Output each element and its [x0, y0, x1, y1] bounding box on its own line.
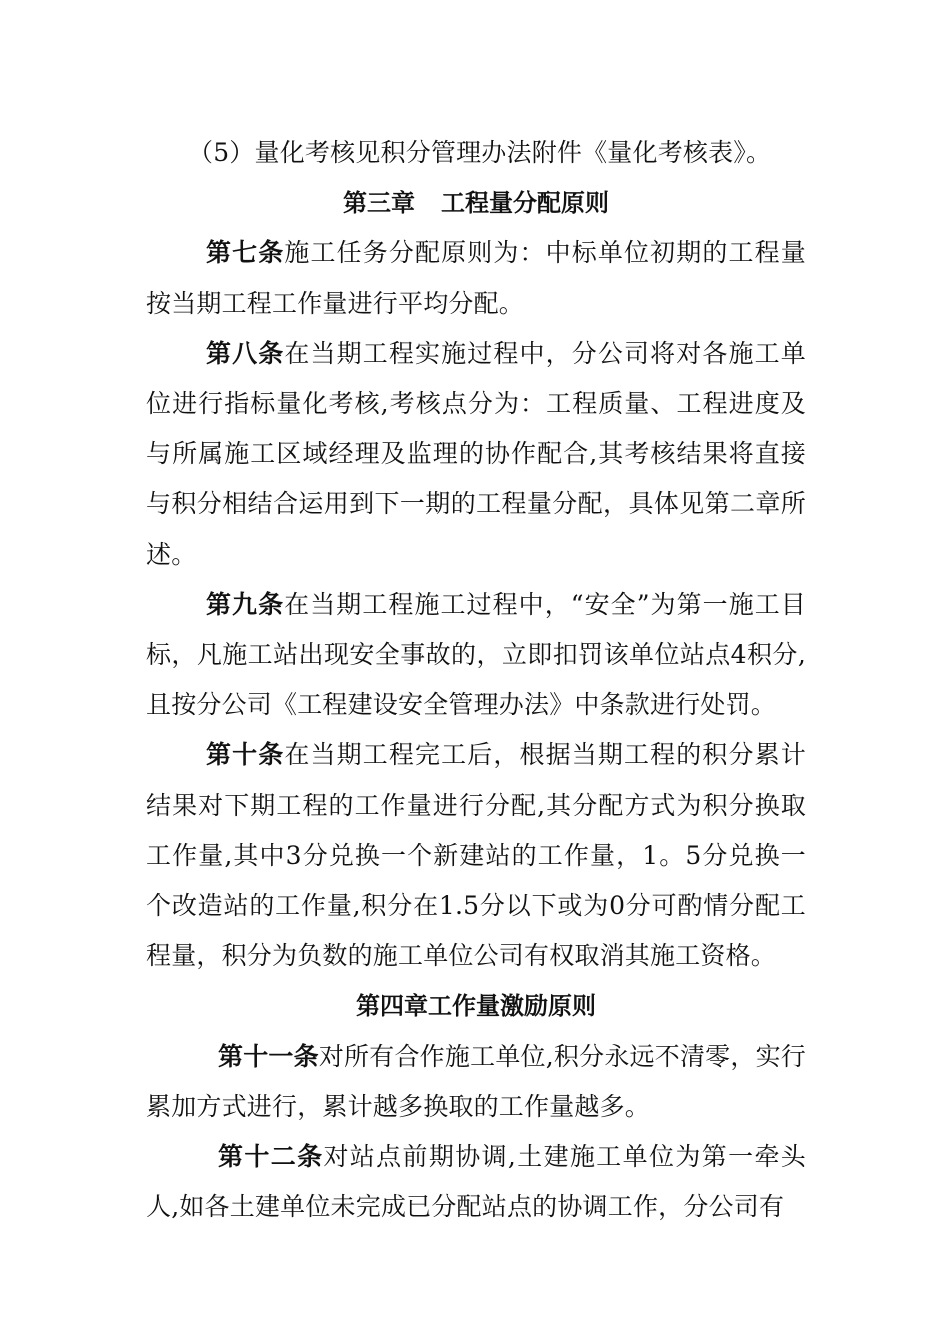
article-12-text: 对站点前期协调,土建施工单位为第一牵头人,如各土建单位未完成已分配站点的协调工作，分公司有: [146, 1142, 806, 1222]
article-8-label: 第八条: [206, 338, 285, 368]
chapter-3-title: 工程量分配原则: [441, 189, 609, 218]
article-9-text: 在当期工程施工过程中，“安全”为第一施工目标，凡施工站出现安全事故的，立即扣罚该单位站点4积分,且按分公司《工程建设安全管理办法》中条款进行处罚。: [146, 589, 807, 720]
article-7-text: 施工任务分配原则为：中标单位初期的工程量按当期工程工作量进行平均分配。: [146, 238, 806, 318]
article-11-label: 第十一条: [218, 1041, 319, 1071]
article-8-text: 在当期工程实施过程中，分公司将对各施工单位进行指标量化考核,考核点分为：工程质量、工程进度及与所属施工区域经理及监理的协作配合,其考核结果将直接与积分相结合运用到下一期的工程量分配，具体见第二章所述。: [146, 338, 806, 569]
article-10-text: 在当期工程完工后，根据当期工程的积分累计结果对下期工程的工作量进行分配,其分配方式为积分换取工作量,其中3分兑换一个新建站的工作量，1。5分兑换一个改造站的工作量,积分在1.5分以下或为0分可酌情分配工程量，积分为负数的施工单位公司有权取消其施工资格。: [146, 740, 806, 971]
article-8-paragraph: [146, 329, 806, 580]
chapter-3-number: 第三章: [343, 189, 415, 218]
item-5-paragraph: （5）量化考核见积分管理办法附件《量化考核表》。: [188, 138, 772, 167]
article-9-paragraph: [146, 580, 806, 731]
article-7-paragraph: [146, 228, 806, 328]
chapter-3-heading: [146, 178, 806, 228]
article-11-text: 对所有合作施工单位,积分永远不清零，实行累加方式进行，累计越多换取的工作量越多。: [146, 1041, 806, 1121]
article-12-paragraph: [146, 1132, 806, 1232]
article-11-paragraph: [146, 1032, 806, 1132]
article-10-paragraph: [146, 730, 806, 981]
article-7-label: 第七条: [206, 238, 285, 268]
article-10-label: 第十条: [206, 740, 285, 770]
chapter-4-heading: 第四章工作量激励原则: [356, 992, 596, 1021]
article-12-label: 第十二条: [218, 1142, 324, 1172]
document-page: [146, 128, 806, 1232]
article-9-label: 第九条: [206, 589, 285, 619]
